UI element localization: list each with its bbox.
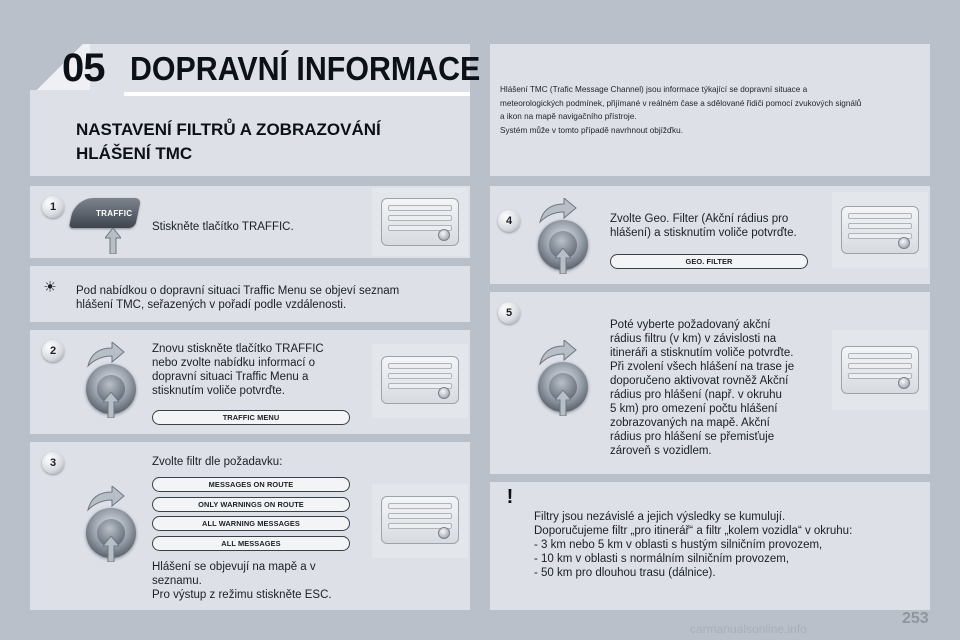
step3-after-line1: Hlášení se objevují na mapě a v	[152, 561, 316, 573]
intro-text	[500, 83, 920, 137]
section-title-line2: HLÁŠENÍ TMC	[76, 144, 193, 163]
radio-unit-icon	[841, 346, 919, 394]
radio-unit-icon	[381, 198, 459, 246]
chapter-title: DOPRAVNÍ INFORMACE	[130, 50, 481, 87]
step5-line: doporučeno aktivovat rovněž Akční	[610, 375, 789, 387]
press-arrow-icon	[105, 228, 121, 254]
step5-line: zobrazovaných na mapě. Akční	[610, 417, 770, 429]
section-title	[76, 118, 466, 166]
radio-unit-icon	[381, 496, 459, 544]
note-line: Doporučujeme filtr „pro itinerář“ a filtr „kolem vozidla“ v okruhu:	[534, 525, 853, 537]
lightbulb-icon: ☀	[43, 279, 57, 296]
option-messages-on-route[interactable]: MESSAGES ON ROUTE	[152, 477, 350, 492]
geo-filter-label[interactable]: GEO. FILTER	[610, 254, 808, 269]
step5-line: Poté vyberte požadovaný akční	[610, 319, 771, 331]
step5-line: itineráři a stisknutím voliče potvrďte.	[610, 347, 794, 359]
press-arrow-icon	[555, 390, 571, 416]
traffic-menu-label[interactable]: TRAFFIC MENU	[152, 410, 350, 425]
radio-unit-icon	[841, 206, 919, 254]
step5-radio-box	[832, 330, 928, 410]
step1-badge: 1	[42, 196, 64, 218]
intro-line1: Hlášení TMC (Trafic Message Channel) jsou informace týkající se dopravní situace a	[500, 85, 808, 94]
warning-icon: !	[506, 486, 514, 508]
step4-text	[610, 212, 828, 240]
step5-line: zároveň s vozidlem.	[610, 445, 712, 457]
header-divider	[124, 92, 470, 96]
page-number: 253	[902, 610, 929, 627]
intro-line3: a ikon na mapě navigačního přístroje.	[500, 112, 637, 122]
step4-line1: Zvolte Geo. Filter (Akční rádius pro	[610, 213, 789, 225]
step2-line4: stisknutím voliče potvrďte.	[152, 385, 285, 397]
intro-line4: Systém může v tomto případě navrhnout objížďku.	[500, 125, 683, 135]
step4-radio-box	[832, 192, 928, 268]
step5-line: 5 km) pro omezení počtu hlášení	[610, 403, 778, 415]
press-arrow-icon	[555, 248, 571, 274]
note-line: - 50 km pro dlouhou trasu (dálnice).	[534, 567, 716, 579]
step1-text: Stiskněte tlačítko TRAFFIC.	[152, 221, 294, 233]
step5-line: Při zvolení všech hlášení na trase je	[610, 361, 795, 373]
chapter-number: 05	[62, 46, 105, 90]
step3-radio-box	[372, 484, 468, 558]
press-arrow-icon	[103, 392, 119, 418]
note-line: - 3 km nebo 5 km v oblasti s hustým silničním provozem,	[534, 539, 823, 551]
watermark: carmanualsonline.info	[690, 622, 807, 636]
step2-radio-box	[372, 344, 468, 418]
step4-line2: hlášení) a stisknutím voliče potvrďte.	[610, 227, 797, 239]
step2-text	[152, 342, 367, 398]
step3-after-line3: Pro výstup z režimu stiskněte ESC.	[152, 589, 332, 601]
step3-text: Zvolte filtr dle požadavku:	[152, 456, 283, 468]
step3-badge: 3	[42, 452, 64, 474]
step5-line: rádius filtru (v km) v závislosti na	[610, 333, 777, 345]
section-title-line1: NASTAVENÍ FILTRŮ A ZOBRAZOVÁNÍ	[76, 120, 381, 139]
step2-badge: 2	[42, 340, 64, 362]
option-all-warning-messages[interactable]: ALL WARNING MESSAGES	[152, 516, 350, 531]
step2-line1: Znovu stiskněte tlačítko TRAFFIC	[152, 343, 324, 355]
traffic-button-label: TRAFFIC	[96, 209, 133, 218]
step4-badge: 4	[498, 210, 520, 232]
step2-line2: nebo zvolte nabídku informací o	[152, 357, 316, 369]
note-text	[534, 510, 924, 580]
step1-radio-box	[372, 188, 468, 256]
option-only-warnings-on-route[interactable]: ONLY WARNINGS ON ROUTE	[152, 497, 350, 512]
option-all-messages[interactable]: ALL MESSAGES	[152, 536, 350, 551]
tip-line2: hlášení TMC, seřazených v pořadí podle vzdálenosti.	[76, 299, 347, 311]
step3-after-line2: seznamu.	[152, 575, 202, 587]
note-line: Filtry jsou nezávislé a jejich výsledky se kumulují.	[534, 511, 786, 523]
step5-badge: 5	[498, 302, 520, 324]
step3-after-text	[152, 560, 367, 602]
press-arrow-icon	[103, 536, 119, 562]
step2-line3: dopravní situaci Traffic Menu a	[152, 371, 309, 383]
radio-unit-icon	[381, 356, 459, 404]
note-line: - 10 km v oblasti s normálním silničním provozem,	[534, 553, 789, 565]
tip-line1: Pod nabídkou o dopravní situaci Traffic Menu se objeví seznam	[76, 285, 400, 297]
tip-text	[76, 284, 466, 312]
step5-text	[610, 318, 828, 458]
step5-line: rádius pro hlášení se přemisťuje	[610, 431, 775, 443]
step5-line: rádius pro hlášení (např. v okruhu	[610, 389, 782, 401]
intro-line2: meteorologických podmínek, přijímané v reálném čase a sdělované řidiči pomocí zvukových signálů	[500, 98, 862, 108]
